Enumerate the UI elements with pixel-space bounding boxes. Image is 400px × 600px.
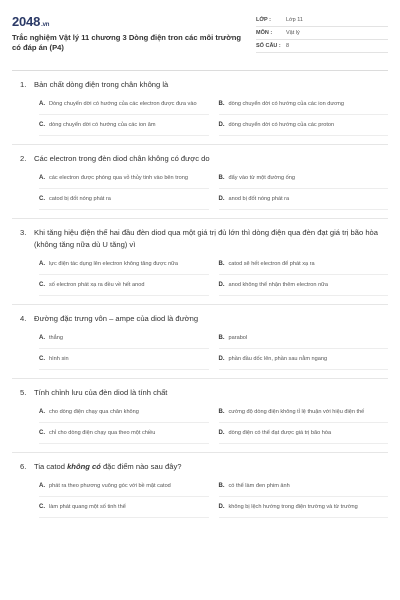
option-text: chỉ cho dòng điện chạy qua theo một chiều [49, 430, 156, 436]
option-letter: D. [218, 282, 225, 288]
option-letter: A. [39, 175, 45, 181]
option-letter: A. [39, 483, 45, 489]
option-d[interactable] [219, 115, 389, 136]
option-text: Dòng chuyển dời có hướng của các electron được đưa vào [49, 101, 197, 107]
option-a[interactable] [39, 476, 209, 497]
header-left [12, 14, 242, 64]
option-text: các electron được phóng qua vỏ thủy tinh vào bên trong [49, 175, 188, 181]
question [12, 144, 388, 210]
option-c[interactable] [39, 497, 209, 518]
question-text: Bản chất dòng điện trong chân không là [34, 80, 169, 89]
option-letter: D. [218, 430, 225, 436]
option-text: dòng điện có thể đạt được giá trị bão hòa [228, 430, 332, 436]
option-b[interactable] [219, 402, 389, 423]
logo-text: 2048 [12, 14, 41, 29]
option-letter: A. [39, 409, 45, 415]
option-d[interactable] [219, 275, 389, 296]
question-text: Đường đặc trưng vôn – ampe của diod là đường [34, 314, 199, 323]
option-letter: C. [39, 504, 45, 510]
option-a[interactable] [39, 328, 209, 349]
option-a[interactable] [39, 402, 209, 423]
options [12, 328, 388, 370]
option-text: hình sin [49, 356, 69, 362]
question-number: 5. [20, 388, 27, 397]
option-b[interactable] [219, 94, 389, 115]
option-text: anod không thể nhận thêm electron nữa [228, 282, 329, 288]
options [12, 94, 388, 136]
option-letter: B. [218, 261, 225, 267]
options [12, 476, 388, 518]
option-letter: A. [39, 101, 45, 107]
options [12, 168, 388, 210]
option-text: có thể làm đen phim ảnh [228, 483, 290, 489]
option-text: catod sẽ hết electron để phát xạ ra [228, 261, 315, 267]
option-c[interactable] [39, 423, 209, 444]
options [12, 254, 388, 296]
option-a[interactable] [39, 254, 209, 275]
question-number: 6. [20, 462, 27, 471]
option-d[interactable] [219, 423, 389, 444]
option-letter: C. [39, 122, 45, 128]
option-text: phần đầu dốc lên, phần sau nằm ngang [228, 356, 328, 362]
option-text: dòng chuyển dời có hướng của các proton [228, 122, 335, 128]
option-letter: B. [218, 335, 225, 341]
option-text: làm phát quang một số tinh thể [49, 504, 126, 510]
option-letter: C. [39, 430, 45, 436]
option-c[interactable] [39, 189, 209, 210]
option-text: không bị lệch hướng trong điện trường và từ trường [228, 504, 358, 510]
option-d[interactable] [219, 349, 389, 370]
logo-suffix: .vn [41, 22, 50, 28]
option-letter: A. [39, 261, 45, 267]
meta-value: Lớp 11 [286, 17, 303, 23]
option-letter: D. [218, 196, 225, 202]
meta-label: LỚP : [256, 17, 271, 23]
option-c[interactable] [39, 275, 209, 296]
meta-row-grade [256, 14, 388, 27]
option-a[interactable] [39, 94, 209, 115]
option-text: catod bị đốt nóng phát ra [49, 196, 111, 202]
option-text: số electron phát xạ ra đều về hết anod [49, 282, 145, 288]
question [12, 304, 388, 370]
question [12, 452, 388, 518]
option-text: thẳng [49, 335, 63, 341]
option-text: parabol [228, 335, 248, 341]
question-text [34, 461, 388, 473]
option-text: cho dòng điện chạy qua chân không [49, 409, 139, 415]
question-text-after: đặc điểm nào sau đây? [100, 462, 182, 471]
option-letter: C. [39, 356, 45, 362]
option-c[interactable] [39, 115, 209, 136]
question-number: 2. [20, 154, 27, 163]
option-letter: B. [218, 175, 225, 181]
question-text: Các electron trong đèn diod chân không có được do [34, 154, 210, 163]
meta-row-subject [256, 27, 388, 40]
option-c[interactable] [39, 349, 209, 370]
question [12, 218, 388, 296]
question-number: 3. [20, 228, 27, 237]
option-b[interactable] [219, 254, 389, 275]
option-letter: A. [39, 335, 45, 341]
option-d[interactable] [219, 189, 389, 210]
question-text-emphasis: không có [67, 462, 101, 471]
option-text: dòng chuyển dời có hướng của các ion âm [49, 122, 156, 128]
question-number: 4. [20, 314, 27, 323]
option-letter: B. [218, 483, 225, 489]
document-title: Trắc nghiệm Vật lý 11 chương 3 Dòng điện tron các môi trường có đáp án (P4) [12, 33, 241, 52]
option-text: anod bị đốt nóng phát ra [228, 196, 290, 202]
option-text: lực điện tác dụng lên electron không tăng được nữa [49, 261, 179, 267]
option-text: cường độ dòng điện không tỉ lệ thuận với hiệu điện thế [228, 409, 365, 415]
meta-row-count [256, 40, 388, 53]
option-text: dòng chuyển dời có hướng của các ion dương [228, 101, 345, 107]
option-letter: B. [218, 409, 225, 415]
option-text: phát ra theo phương vuông góc với bề mặt catod [49, 483, 171, 489]
option-letter: D. [218, 356, 225, 362]
option-a[interactable] [39, 168, 209, 189]
site-logo[interactable] [12, 14, 242, 29]
question-number: 1. [20, 80, 27, 89]
option-letter: C. [39, 282, 45, 288]
meta-panel [256, 14, 388, 64]
question-text: Khi tăng hiệu điện thế hai đầu đèn diod qua một giá trị đủ lớn thì dòng điện qua đèn đạt giá trị bão hòa (không tăng nữa dù U tăng) vì [34, 228, 379, 249]
option-letter: D. [218, 122, 225, 128]
option-b[interactable] [219, 328, 389, 349]
options [12, 402, 388, 444]
option-d[interactable] [219, 497, 389, 518]
question [12, 378, 388, 444]
question-text: Tính chỉnh lưu của đèn diod là tính chất [34, 388, 168, 397]
header-divider [12, 70, 388, 71]
meta-label: SỐ CÂU : [256, 43, 281, 49]
option-letter: C. [39, 196, 45, 202]
meta-value: Vật lý [286, 30, 300, 36]
question [12, 79, 388, 136]
option-b[interactable] [219, 168, 389, 189]
question-text-before: Tia catod [34, 462, 68, 471]
header [12, 0, 388, 64]
meta-label: MÔN : [256, 30, 273, 36]
meta-value: 8 [286, 43, 290, 49]
option-letter: B. [218, 101, 225, 107]
option-text: đẩy vào từ một đường ống [228, 175, 296, 181]
option-letter: D. [218, 504, 225, 510]
option-b[interactable] [219, 476, 389, 497]
